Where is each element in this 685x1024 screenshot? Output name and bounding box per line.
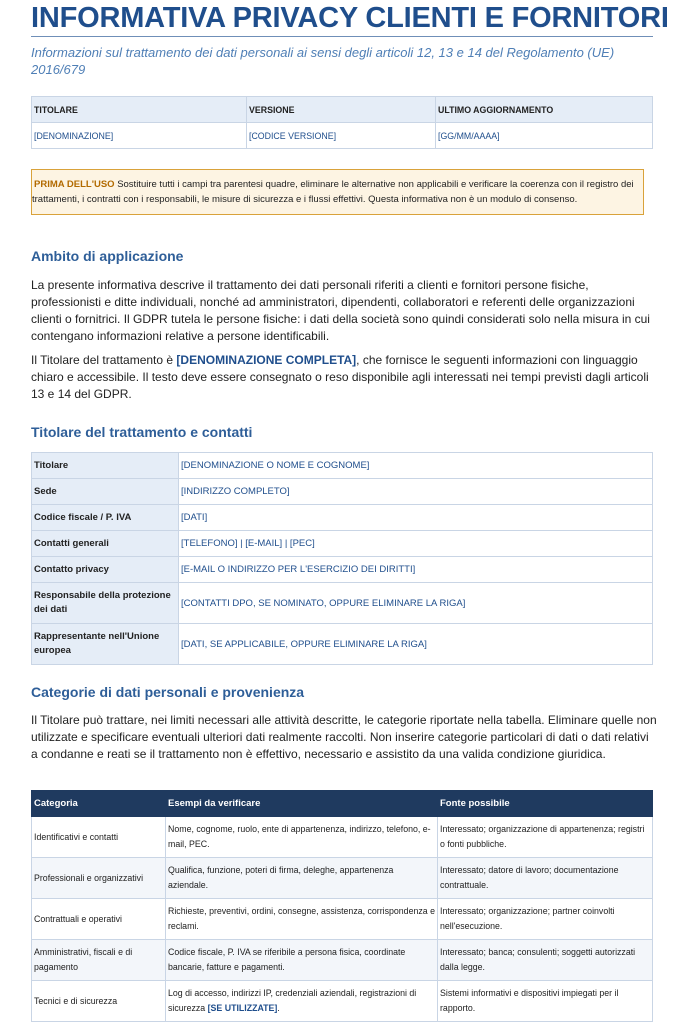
ambito-p2-end: , che fornisce le seguenti informazioni con linguaggio chiaro e accessibile. Il testo deve essere consegnato o reso disponibile agli interessati nei tempi previsti dagli articoli 13 e 14 del GDPR. [31,353,649,401]
category-source: Interessato; datore di lavoro; documentazione contrattuale. [438,858,653,899]
contacts-row-value: [DENOMINAZIONE O NOME E COGNOME] [179,453,653,479]
categories-row [32,899,653,940]
contacts-row-label: Contatto privacy [32,557,179,583]
contacts-row-label: Titolare [32,453,179,479]
page-title: INFORMATIVA PRIVACY CLIENTI E FORNITORI [31,2,669,34]
titolare-placeholder: [DENOMINAZIONE COMPLETA] [176,353,357,367]
section-heading-ambito: Ambito di applicazione [31,248,184,264]
category-examples: Qualifica, funzione, poteri di firma, deleghe, appartenenza aziendale. [166,858,438,899]
meta-header-aggiornamento: ULTIMO AGGIORNAMENTO [436,97,653,123]
page-subtitle: Informazioni sul trattamento dei dati personali ai sensi degli articoli 12, 13 e 14 del Regolamento (UE) 2016/679 [31,45,615,77]
col-header-categoria: Categoria [32,791,166,817]
contacts-row [32,505,653,531]
col-header-esempi: Esempi da verificare [166,791,438,817]
contacts-row-label: Rappresentante nell'Unione europea [32,624,179,665]
placeholder-tag: [SE UTILIZZATE] [207,1003,278,1013]
contacts-row-value: [INDIRIZZO COMPLETO] [179,479,653,505]
category-source: Interessato; banca; consulenti; soggetti autorizzati dalla legge. [438,940,653,981]
col-header-fonte: Fonte possibile [438,791,653,817]
categories-row [32,940,653,981]
contacts-row [32,479,653,505]
data-categories-table [31,790,653,1022]
contacts-row-label: Codice fiscale / P. IVA [32,505,179,531]
contacts-row [32,531,653,557]
category-examples: Richieste, preventivi, ordini, consegne, assistenza, corrispondenza e reclami. [166,899,438,940]
contacts-row-label: Sede [32,479,179,505]
contacts-row-label: Contatti generali [32,531,179,557]
meta-header-titolare: TITOLARE [32,97,247,123]
ambito-p2-start: Il Titolare del trattamento è [31,353,177,367]
section-heading-categorie: Categorie di dati personali e provenienza [31,684,305,700]
meta-value-aggiornamento: [GG/MM/AAAA] [436,123,653,149]
category-name: Amministrativi, fiscali e di pagamento [32,940,166,981]
contacts-row-value: [TELEFONO] | [E-MAIL] | [PEC] [179,531,653,557]
contacts-row [32,583,653,624]
meta-value-versione: [CODICE VERSIONE] [247,123,436,149]
meta-value-titolare: [DENOMINAZIONE] [32,123,247,149]
ambito-paragraph-1: La presente informativa descrive il trattamento dei dati personali riferiti a clienti e fornitori persone fisiche, professionisti e ditte individuali, nonché ad amministratori, dipendenti, collaboratori e referenti delle organizzazioni clienti o fornitrici. Il GDPR tutela le persone fisiche: i dati della società sono quindi considerati solo nella misura in cui contengano informazioni relative a persone identificabili. [31,278,650,343]
categories-row [32,981,653,1022]
category-name: Tecnici e di sicurezza [32,981,166,1022]
category-source: Interessato; organizzazione; partner coinvolti nell'esecuzione. [438,899,653,940]
title-divider [31,36,653,37]
contacts-row-value: [E-MAIL O INDIRIZZO PER L'ESERCIZIO DEI DIRITTI] [179,557,653,583]
usage-warning-box [31,169,644,215]
contacts-row-value: [CONTATTI DPO, SE NOMINATO, OPPURE ELIMINARE LA RIGA] [179,583,653,624]
contacts-row [32,624,653,665]
category-examples: Nome, cognome, ruolo, ente di appartenenza, indirizzo, telefono, e-mail, PEC. [166,817,438,858]
contacts-row-label: Responsabile della protezione dei dati [32,583,179,624]
warning-text: Sostituire tutti i campi tra parentesi quadre, eliminare le alternative non applicabili e verificare la coerenza con il registro dei trattamenti, i contratti con i responsabili, le misure di sicurezza e i flussi effettivi. Questa informativa non è un modulo di consenso. [32,179,634,205]
category-source: Interessato; organizzazione di appartenenza; registri o fonti pubbliche. [438,817,653,858]
contacts-row [32,557,653,583]
category-source: Sistemi informativi e dispositivi impiegati per il rapporto. [438,981,653,1022]
category-name: Contrattuali e operativi [32,899,166,940]
categories-row [32,817,653,858]
controller-contacts-table [31,452,653,665]
category-examples: Codice fiscale, P. IVA se riferibile a persona fisica, coordinate bancarie, fatture e pagamenti. [166,940,438,981]
categories-header-row [32,791,653,817]
categories-row [32,858,653,899]
category-examples: Log di accesso, indirizzi IP, credenziali aziendali, registrazioni di sicurezza [SE UTILIZZATE]. [166,981,438,1022]
warning-lead: PRIMA DELL'USO [34,179,115,190]
category-name: Identificativi e contatti [32,817,166,858]
section-heading-titolare: Titolare del trattamento e contatti [31,424,253,440]
contacts-row-value: [DATI, SE APPLICABILE, OPPURE ELIMINARE LA RIGA] [179,624,653,665]
contacts-row [32,453,653,479]
category-name: Professionali e organizzativi [32,858,166,899]
categorie-paragraph: Il Titolare può trattare, nei limiti necessari alle attività descritte, le categorie riportate nella tabella. Eliminare quelle non utilizzate e specificare eventuali ulteriori dati realmente raccolti. Non inserire categorie particolari di dati o dati relativi a condanne e reati se il trattamento non è effettivo, necessario e assistito da una valida condizione giuridica. [31,713,657,761]
meta-header-versione: VERSIONE [247,97,436,123]
category-examples-text: Log di accesso, indirizzi IP, credenziali aziendali, registrazioni di sicurezza [168,988,417,1013]
document-meta-table [31,96,653,149]
ambito-paragraph-2 [31,352,657,403]
contacts-row-value: [DATI] [179,505,653,531]
